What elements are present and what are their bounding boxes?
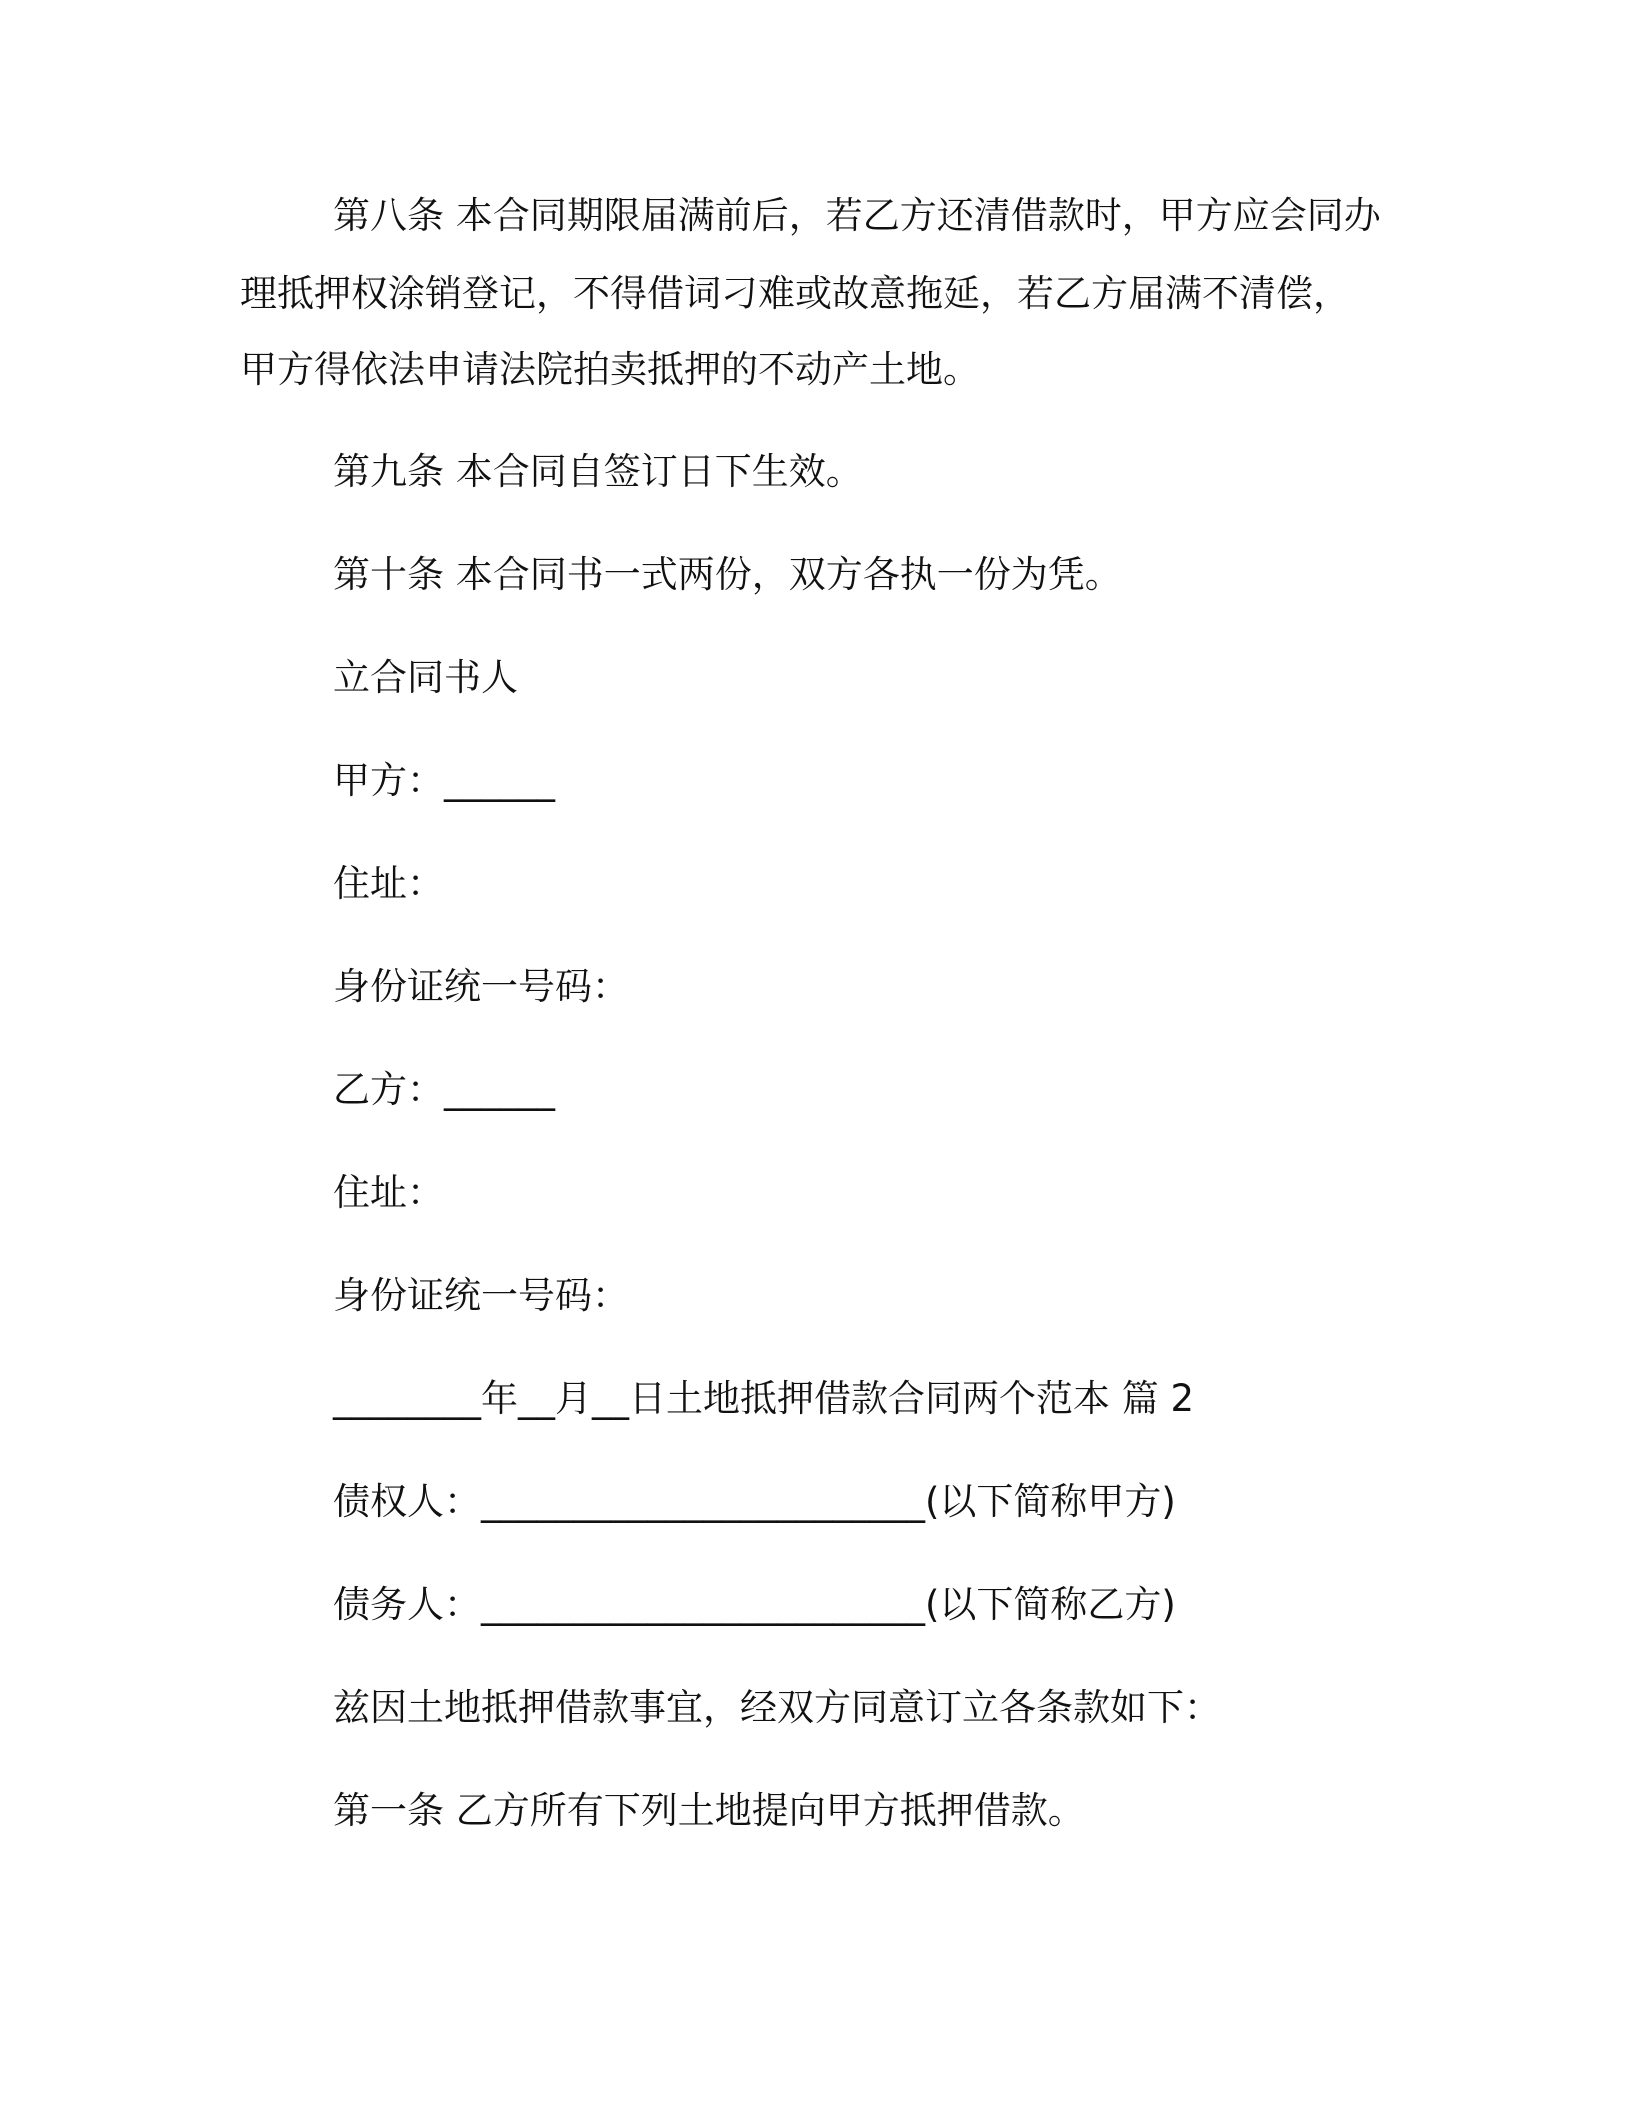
party-a-id-number: 身份证统一号码： [333, 965, 629, 1008]
article-9: 第九条 本合同自签订日下生效。 [333, 450, 863, 493]
preamble: 兹因土地抵押借款事宜，经双方同意订立各条款如下： [333, 1686, 1221, 1729]
date-and-title-line: ________年__月__日土地抵押借款合同两个范本 篇 2 [333, 1377, 1195, 1420]
party-a-field: 甲方：______ [333, 759, 555, 802]
article-1: 第一条 乙方所有下列土地提向甲方抵押借款。 [333, 1789, 1085, 1832]
article-10: 第十条 本合同书一式两份，双方各执一份为凭。 [333, 553, 1122, 596]
party-b-address: 住址： [333, 1171, 444, 1214]
article-8-line-2: 理抵押权涂销登记，不得借词刁难或故意拖延，若乙方届满不清偿， [240, 272, 1350, 315]
article-8-line-3: 甲方得依法申请法院拍卖抵押的不动产土地。 [240, 348, 980, 391]
party-b-field: 乙方：______ [333, 1068, 555, 1111]
debtor-field: 债务人：________________________(以下简称乙方) [333, 1583, 1176, 1626]
party-a-address: 住址： [333, 862, 444, 905]
article-8-line-1: 第八条 本合同期限届满前后，若乙方还清借款时，甲方应会同办 [333, 194, 1381, 237]
creditor-field: 债权人：________________________(以下简称甲方) [333, 1480, 1176, 1523]
party-b-id-number: 身份证统一号码： [333, 1274, 629, 1317]
signatories-heading: 立合同书人 [333, 656, 518, 699]
